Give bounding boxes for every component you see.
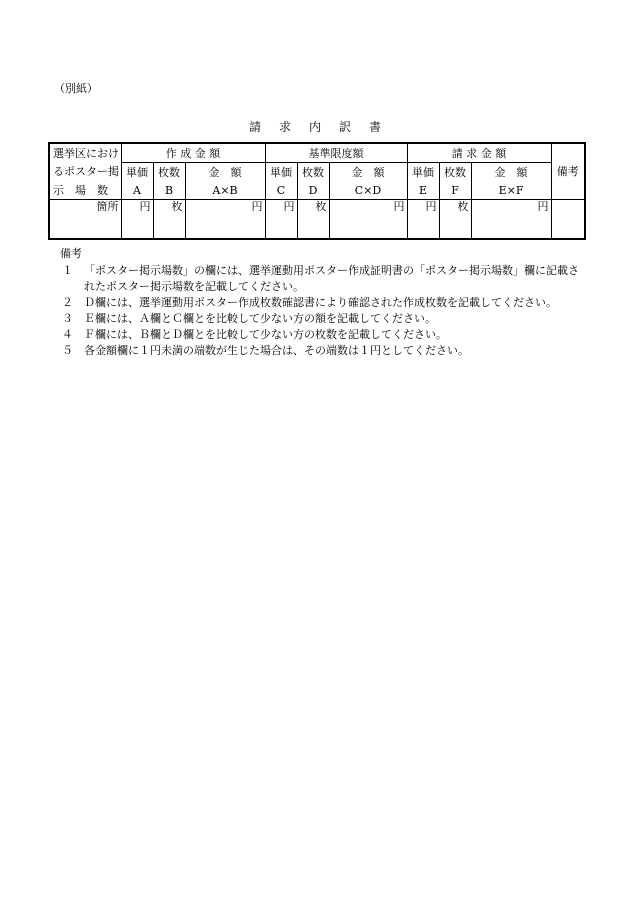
- cell-amount-axb: 円: [185, 200, 265, 240]
- note-item: [60, 263, 580, 295]
- note-number: ２: [62, 296, 73, 309]
- label-f: F: [439, 181, 471, 200]
- label-axb: A×B: [185, 181, 265, 200]
- cell-amount-exf: 円: [471, 200, 551, 240]
- cell-unit-price-a: 円: [121, 200, 153, 240]
- note-number: ３: [62, 312, 73, 325]
- cell-count-d: 枚: [297, 200, 329, 240]
- header-creation-amount: 作 成 金 額: [121, 143, 265, 163]
- header-poster-sites-line1: 選挙区におけ: [49, 143, 121, 163]
- cell-count-b: 枚: [153, 200, 185, 240]
- header-amount-cxd: 金 額: [329, 163, 407, 182]
- note-item: [60, 295, 580, 311]
- header-amount-axb: 金 額: [185, 163, 265, 182]
- header-unit-price-a: 単価: [121, 163, 153, 182]
- page-title: 請求内訳書: [248, 120, 399, 134]
- note-text: 「ポスター掲示場数」の欄には、選挙運動用ポスター作成証明書の「ポスター掲示場数」欄に記載されたポスター掲示場数を記載してください。: [84, 264, 579, 293]
- note-number: ４: [62, 328, 73, 341]
- header-count-f: 枚数: [439, 163, 471, 182]
- header-standard-limit: 基準限度額: [265, 143, 407, 163]
- header-poster-sites-line2: るポスター掲: [49, 163, 121, 182]
- header-unit-price-e: 単価: [407, 163, 439, 182]
- label-a: A: [121, 181, 153, 200]
- note-text: 各金額欄に１円未満の端数が生じた場合は、その端数は１円としてください。: [84, 344, 469, 357]
- header-amount-exf: 金 額: [471, 163, 551, 182]
- cell-amount-cxd: 円: [329, 200, 407, 240]
- label-e: E: [407, 181, 439, 200]
- cell-unit-price-e: 円: [407, 200, 439, 240]
- note-item: [60, 327, 580, 343]
- note-number: １: [62, 264, 73, 277]
- header-billing-amount: 請 求 金 額: [407, 143, 551, 163]
- header-count-d: 枚数: [297, 163, 329, 182]
- note-text: Ｄ欄には、選挙運動用ポスター作成枚数確認書により確認された作成枚数を記載してください。: [84, 296, 557, 309]
- notes-heading: 備考: [60, 247, 82, 260]
- label-cxd: C×D: [329, 181, 407, 200]
- label-c: C: [265, 181, 297, 200]
- header-remarks: 備考: [551, 143, 585, 200]
- note-number: ５: [62, 344, 73, 357]
- cell-remarks: [551, 200, 585, 240]
- notes-section: [60, 246, 580, 359]
- label-d: D: [297, 181, 329, 200]
- note-item: [60, 343, 580, 359]
- breakdown-table: [48, 142, 586, 240]
- label-b: B: [153, 181, 185, 200]
- cell-count-f: 枚: [439, 200, 471, 240]
- note-text: Ｆ欄には、Ｂ欄とＤ欄とを比較して少ない方の枚数を記載してください。: [84, 328, 447, 341]
- label-exf: E×F: [471, 181, 551, 200]
- header-unit-price-c: 単価: [265, 163, 297, 182]
- note-text: Ｅ欄には、Ａ欄とＣ欄とを比較して少ない方の額を記載してください。: [84, 312, 436, 325]
- attachment-label: （別紙）: [54, 82, 98, 95]
- cell-unit-price-c: 円: [265, 200, 297, 240]
- note-item: [60, 311, 580, 327]
- header-poster-sites-line3: 示 場 数: [49, 181, 121, 200]
- header-count-b: 枚数: [153, 163, 185, 182]
- cell-poster-sites: 箇所: [49, 200, 121, 240]
